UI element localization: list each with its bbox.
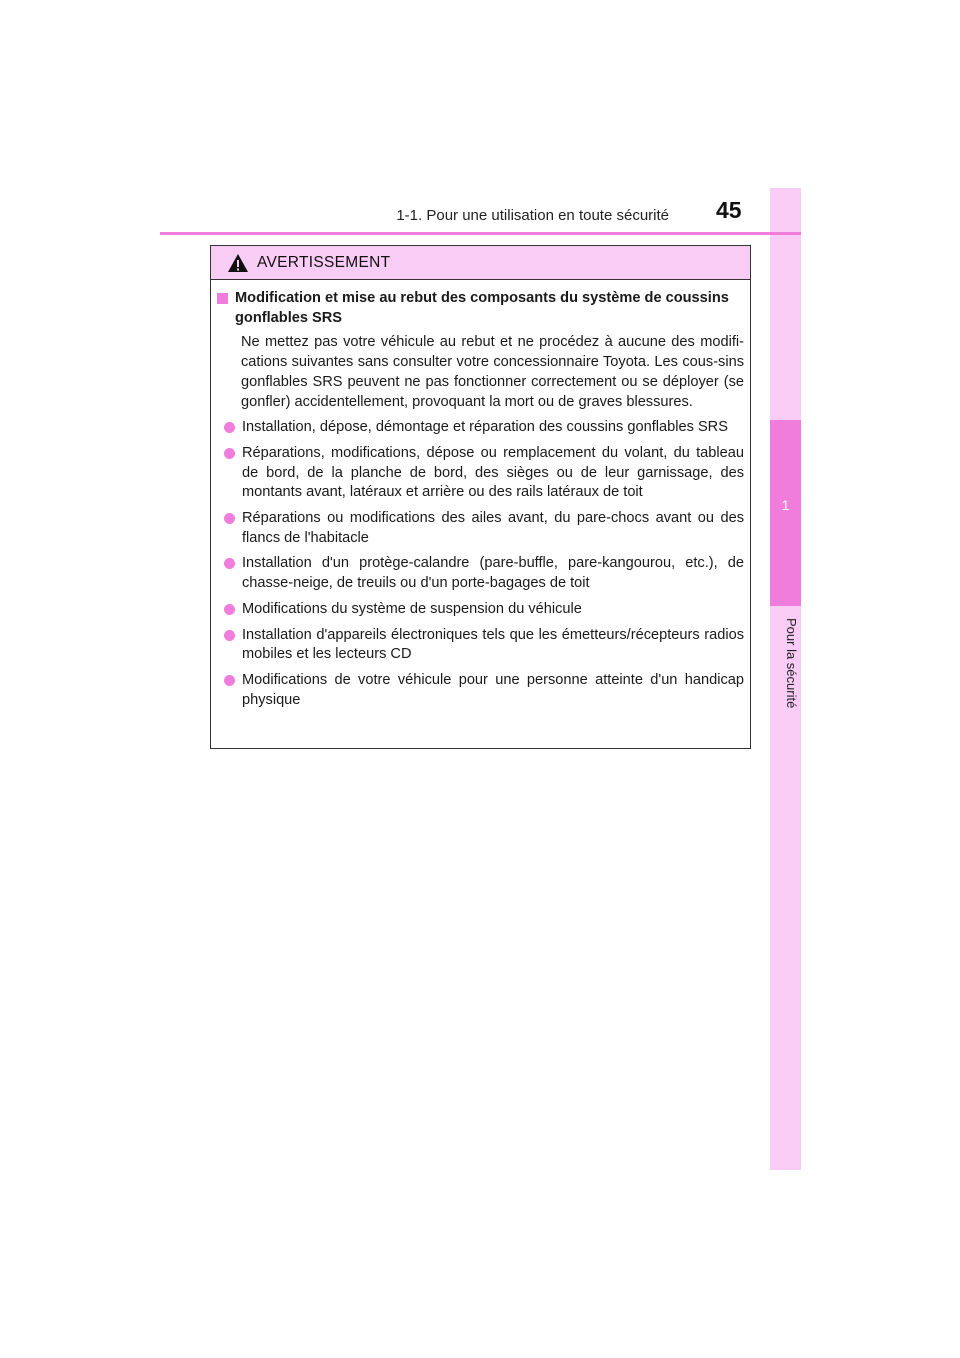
list-item-text: Modifications du système de suspension du véhicule	[242, 600, 582, 617]
bullet-dot-icon	[224, 448, 235, 459]
list-item	[217, 509, 744, 548]
bullet-dot-icon	[224, 558, 235, 569]
list-item-text: Réparations ou modifications des ailes avant, du pare-chocs avant ou des flancs de l'habitacle	[242, 510, 744, 546]
warning-triangle-icon	[227, 253, 249, 273]
bullet-dot-icon	[224, 604, 235, 615]
warning-box	[210, 245, 751, 749]
list-item-text: Modifications de votre véhicule pour une personne atteinte d'un handicap physique	[242, 671, 744, 708]
list-item-text: Installation, dépose, démontage et réparation des coussins gonflables SRS	[242, 419, 728, 436]
list-item-text: Installation d'appareils électroniques tels que les émetteurs/récepteurs radios mobiles et les lecteurs CD	[242, 626, 744, 663]
warning-intro: Ne mettez pas votre véhicule au rebut et ne procédez à aucune des modifi-cations suivantes sans consulter votre concessionnaire Toyota. Les cous-sins gonflables SRS peuvent ne pas fonctionner correctement ou se déployer (se gonfler) accidentellement, provoquant la mort ou de graves blessures.	[241, 334, 744, 410]
list-item	[217, 671, 744, 710]
header-divider	[160, 232, 801, 235]
warning-body	[211, 280, 750, 710]
list-item	[217, 554, 744, 593]
chapter-side-tab	[770, 188, 801, 1170]
bullet-dot-icon	[224, 630, 235, 641]
square-bullet-icon	[217, 293, 228, 304]
list-item	[217, 444, 744, 503]
section-header-title: 1-1. Pour une utilisation en toute sécurité	[396, 207, 669, 224]
warning-label: AVERTISSEMENT	[257, 253, 391, 271]
chapter-label: Pour la sécurité	[784, 618, 799, 709]
bullet-dot-icon	[224, 422, 235, 433]
warning-section-title	[217, 289, 744, 328]
bullet-dot-icon	[224, 675, 235, 686]
list-item	[217, 600, 744, 620]
list-item-text: Installation d'un protège-calandre (pare-buffle, pare-kangourou, etc.), de chasse-neige, de treuils ou d'un porte-bagages de toit	[242, 555, 744, 592]
warning-header	[211, 246, 750, 280]
list-item	[217, 626, 744, 665]
list-item-text: Réparations, modifications, dépose ou remplacement du volant, du tableau de bord, de la planche de bord, des sièges ou de leur garnissage, des montants avant, latéraux et arrière ou des rails latéraux de toit	[242, 444, 744, 501]
chapter-number-box	[770, 420, 801, 606]
list-item	[217, 418, 744, 438]
chapter-number: 1	[781, 497, 790, 513]
page-number: 45	[716, 197, 742, 223]
bullet-dot-icon	[224, 513, 235, 524]
section-title-text: Modification et mise au rebut des composants du système de coussins gonflables SRS	[235, 290, 729, 326]
